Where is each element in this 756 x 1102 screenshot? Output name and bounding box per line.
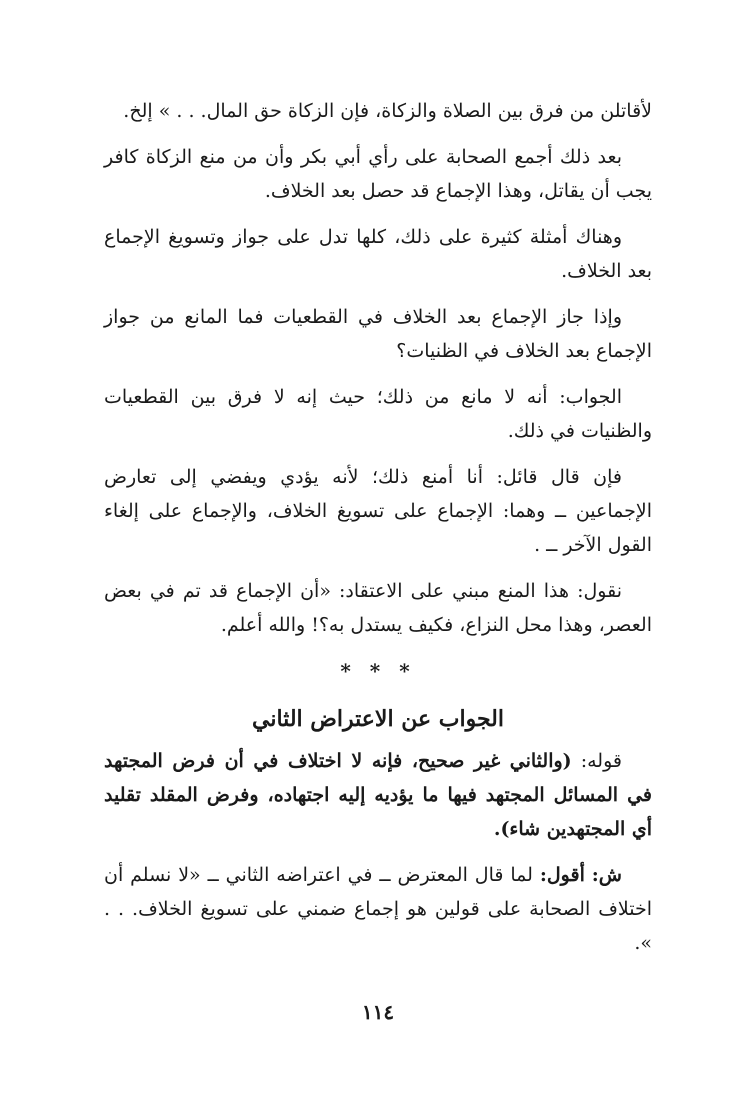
commentary-label: ش: [591, 864, 622, 886]
paragraph-quoted-text [104, 744, 652, 846]
paragraph-many-examples: وهناك أمثلة كثيرة على ذلك، كلها تدل على جواز وتسويغ الإجماع بعد الخلاف. [104, 226, 652, 282]
page-number: ١١٤ [361, 1000, 395, 1024]
paragraph-objection: فإن قال قائل: أنا أمنع ذلك؛ لأنه يؤدي ويفضي إلى تعارض الإجماعين ــ وهما: الإجماع على تسويغ الخلاف، والإجماع على إلغاء القول الآخر ــ . [104, 466, 652, 556]
paragraph-question: وإذا جاز الإجماع بعد الخلاف في القطعيات فما المانع من جواز الإجماع بعد الخلاف في الظنيات؟ [104, 306, 652, 362]
section-heading: الجواب عن الاعتراض الثاني [252, 706, 504, 732]
quoted-passage: (والثاني غير صحيح، فإنه لا اختلاف في أن فرض المجتهد في المسائل المجتهد فيها ما يؤديه إليه اجتهاده، وفرض المقلد تقليد أي المجتهدين شاء). [104, 750, 652, 840]
section-separator: * * * [340, 659, 416, 683]
quote-label: قوله: [580, 750, 622, 772]
page-body [104, 94, 652, 1074]
paragraph-hadith-continuation: لأقاتلن من فرق بين الصلاة والزكاة، فإن الزكاة حق المال. . . » إلخ. [123, 100, 652, 122]
paragraph-companions-consensus: بعد ذلك أجمع الصحابة على رأي أبي بكر وأن من منع الزكاة كافر يجب أن يقاتل، وهذا الإجماع قد حصل بعد الخلاف. [104, 146, 652, 202]
paragraph-commentary [104, 858, 652, 960]
commentary-text: لما قال المعترض ــ في اعتراضه الثاني ــ «لا نسلم أن اختلاف الصحابة على قولين هو إجماع ضمني على تسويغ الخلاف. . . ». [104, 864, 652, 954]
commentary-keyword: أقول: [539, 864, 585, 886]
paragraph-answer: الجواب: أنه لا مانع من ذلك؛ حيث إنه لا فرق بين القطعيات والظنيات في ذلك. [104, 386, 652, 442]
paragraph-response: نقول: هذا المنع مبني على الاعتقاد: «أن الإجماع قد تم في بعض العصر، وهذا محل النزاع، فكيف يستدل به؟! والله أعلم. [104, 580, 652, 636]
